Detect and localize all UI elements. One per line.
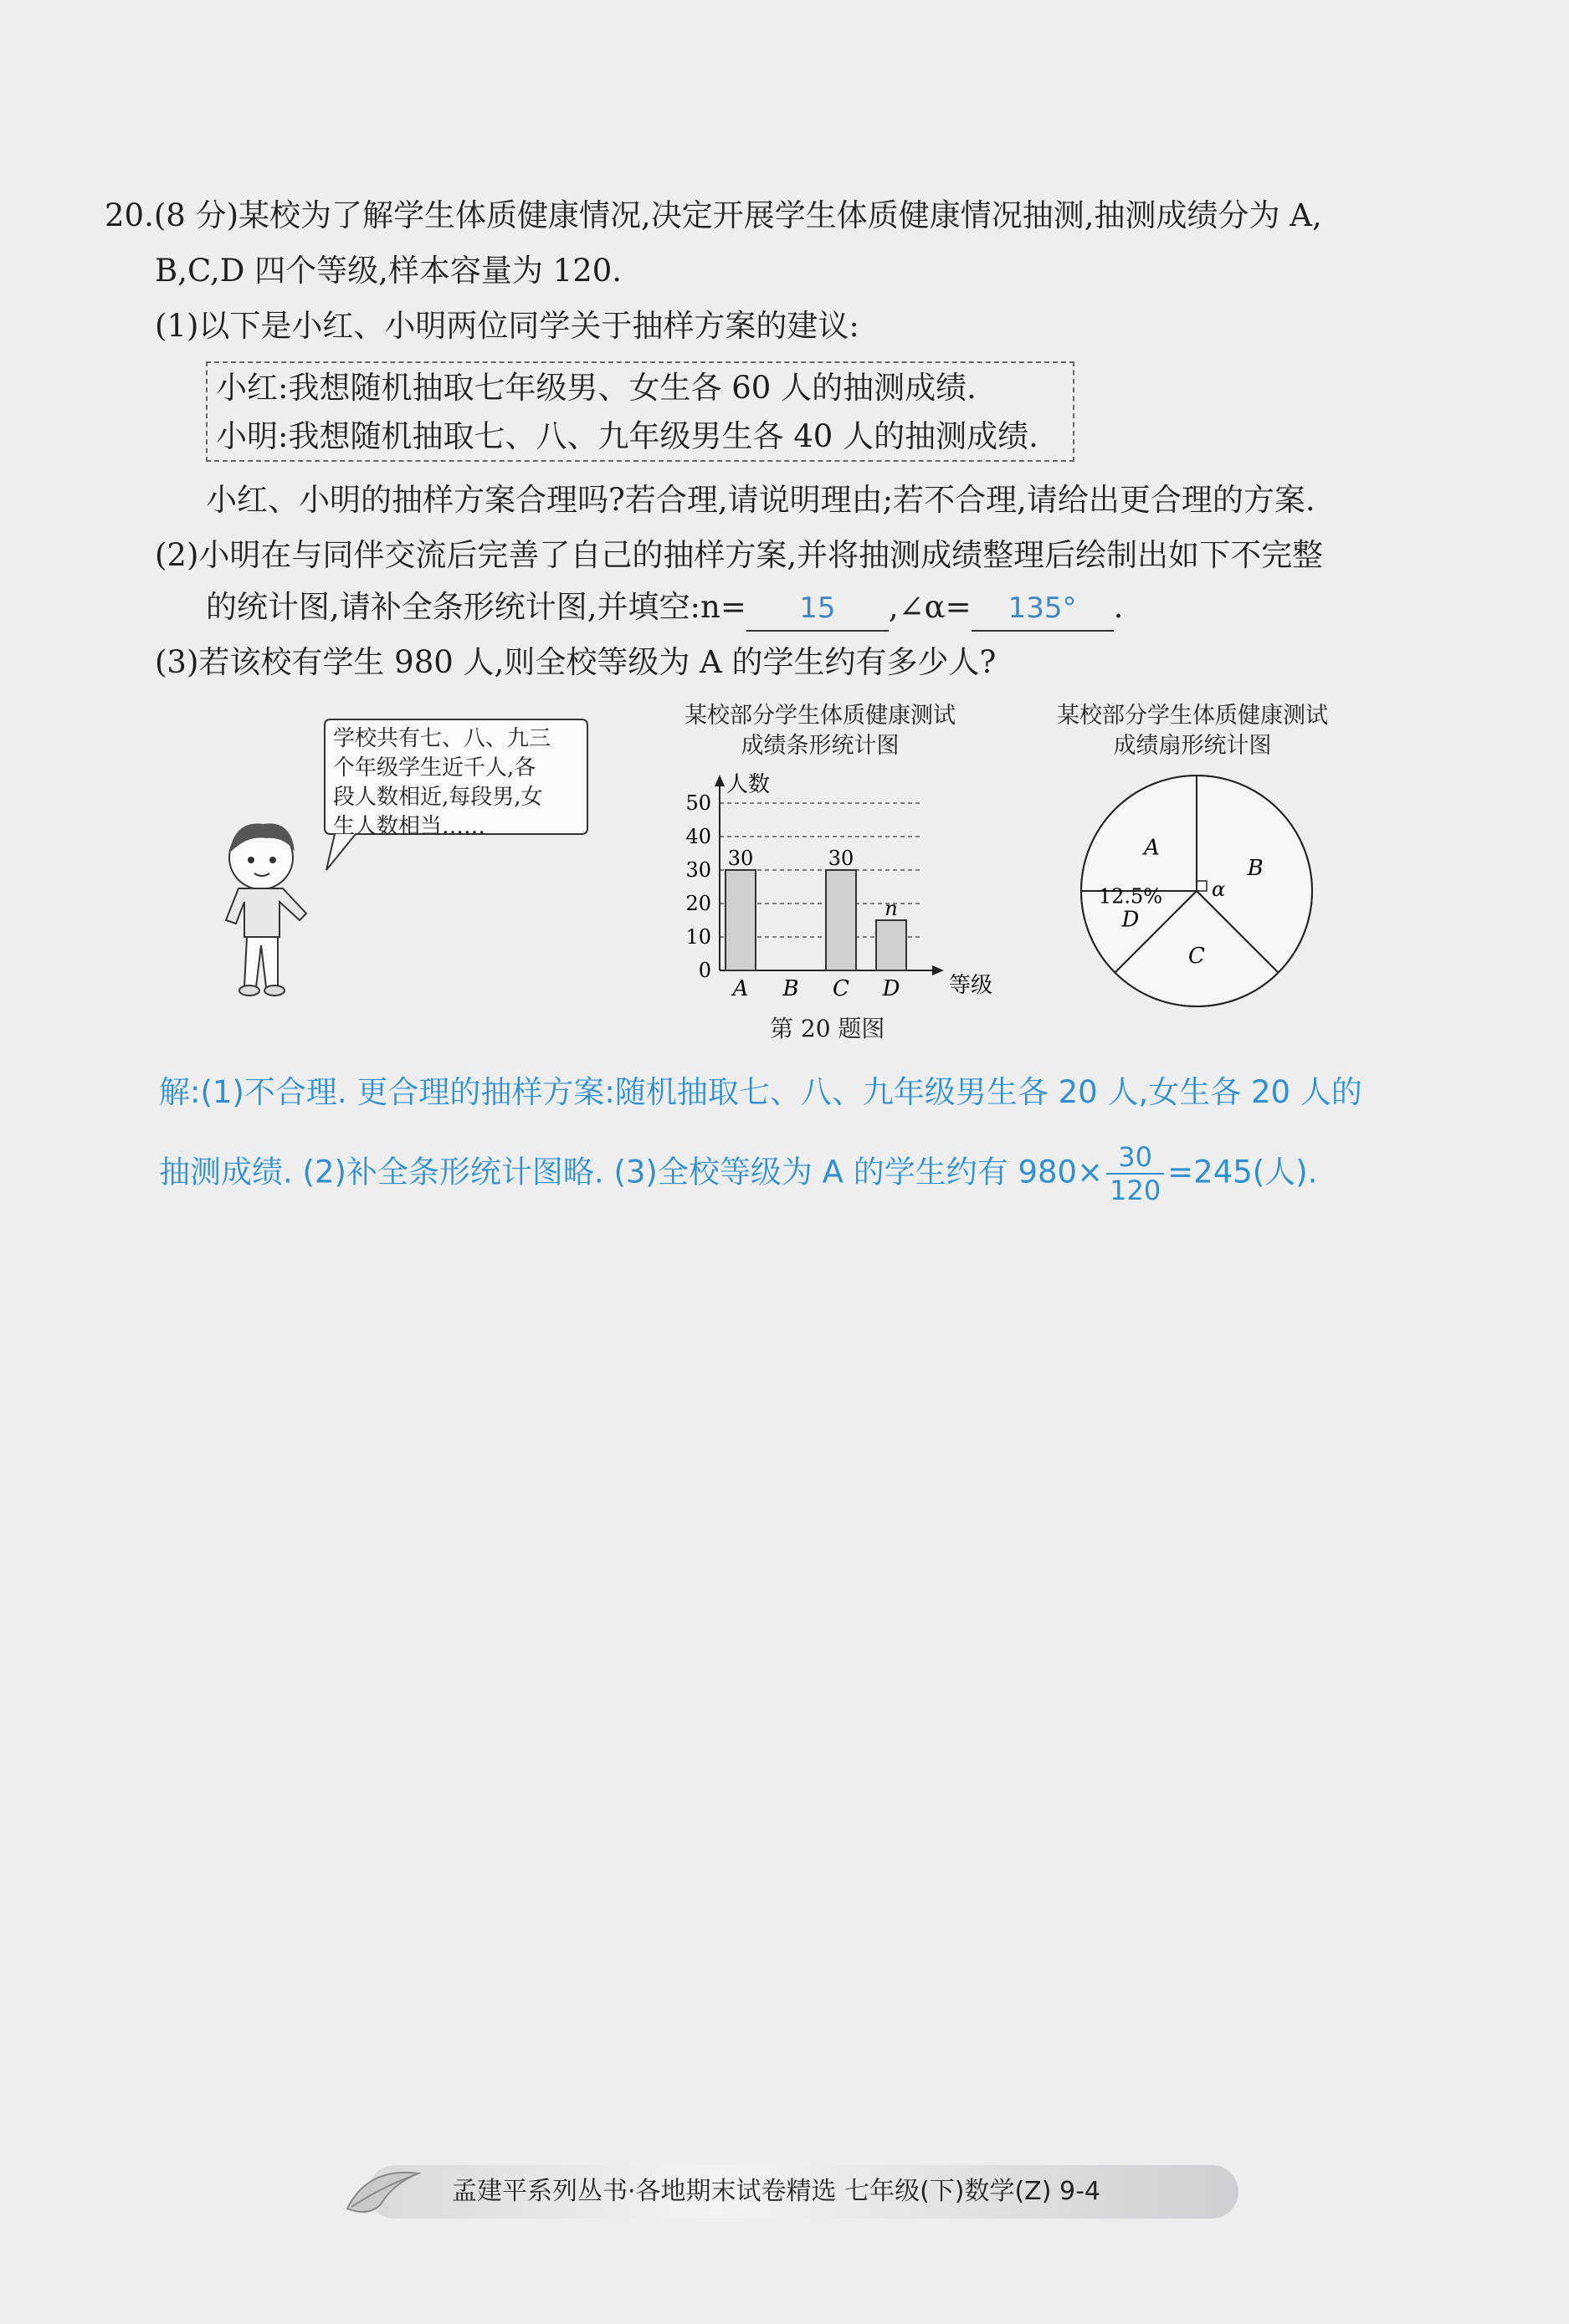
y-axis-arrow: [715, 775, 725, 786]
part-2-text: 的统计图,请补全条形统计图,并填空:n=: [206, 589, 746, 625]
answer-blank-alpha: 135°: [972, 586, 1114, 632]
solution-fraction: [1106, 1141, 1164, 1206]
pie-chart: [1075, 770, 1318, 1012]
pie-chart-title-1: 某校部分学生体质健康测试: [1057, 703, 1328, 729]
x-tick-label: A: [732, 976, 749, 1001]
fraction-denominator: 120: [1110, 1175, 1161, 1206]
question-line-2: B,C,D 四个等级,样本容量为 120.: [155, 253, 623, 289]
bar-chart: [661, 761, 1013, 1012]
xiaoming-suggestion: 小明:我想随机抽取七、八、九年级男生各 40 人的抽测成绩.: [216, 418, 1038, 454]
data-label: n: [884, 897, 898, 920]
solution-line-2: [159, 1141, 1317, 1206]
figure-caption: 第 20 题图: [770, 1015, 885, 1042]
x-tick-label: D: [882, 976, 900, 1001]
x-tick-label: C: [833, 976, 849, 1001]
bar: [876, 920, 906, 970]
boy-icon: [226, 823, 306, 996]
answer-blank-n: 15: [746, 586, 889, 632]
x-tick-label: B: [782, 976, 799, 1001]
pie-slice-label: B: [1247, 855, 1264, 881]
part-2-mid: ,∠α=: [888, 589, 972, 625]
data-label: 30: [828, 847, 854, 870]
footer-text: 孟建平系列丛书·各地期末试卷精选 七年级(下)数学(Z) 9-4: [452, 2177, 1100, 2206]
pie-slice-label: D: [1121, 907, 1140, 933]
bar-chart-title-1: 某校部分学生体质健康测试: [685, 703, 956, 729]
fraction-numerator: 30: [1106, 1141, 1164, 1175]
part-2-line-b: [206, 586, 1123, 632]
y-axis-label: 人数: [726, 772, 771, 797]
y-tick-label: 50: [685, 791, 711, 815]
alpha-label: α: [1212, 878, 1226, 901]
x-axis-arrow: [932, 965, 944, 975]
part-2-line-a: (2)小明在与同伴交流后完善了自己的抽样方案,并将抽测成绩整理后绘制出如下不完整: [155, 537, 1324, 573]
pie-chart-title-2: 成绩扇形统计图: [1113, 733, 1272, 759]
y-tick-label: 0: [698, 959, 711, 982]
x-axis-label: 等级: [949, 973, 993, 998]
solution-text-b: =245(人).: [1167, 1154, 1318, 1190]
xiaohong-suggestion: 小红:我想随机抽取七年级男、女生各 60 人的抽测成绩.: [216, 370, 977, 406]
part-1-question: 小红、小明的抽样方案合理吗?若合理,请说明理由;若不合理,请给出更合理的方案.: [206, 482, 1315, 518]
bar: [726, 870, 756, 970]
bubble-line-2: 个年级学生近千人,各: [333, 755, 536, 781]
pie-percent-label: 12.5%: [1098, 884, 1163, 909]
leaf-logo-icon: [335, 2158, 427, 2225]
y-tick-label: 40: [685, 825, 711, 848]
bubble-line-4: 生人数相当……: [333, 814, 486, 839]
pie-slice-label: C: [1188, 943, 1205, 969]
part-2-end: .: [1113, 589, 1124, 625]
bar: [826, 870, 856, 970]
solution-text-a: 抽测成绩. (2)补全条形统计图略. (3)全校等级为 A 的学生约有 980×: [159, 1154, 1104, 1190]
bubble-line-3: 段人数相近,每段男,女: [333, 785, 543, 810]
solution-line-1: 解:(1)不合理. 更合理的抽样方案:随机抽取七、八、九年级男生各 20 人,女生各 20 人的: [159, 1074, 1362, 1110]
data-label: 30: [727, 847, 754, 870]
y-tick-label: 10: [685, 925, 711, 949]
bar-chart-title-2: 成绩条形统计图: [741, 733, 900, 759]
pie-slice-label: A: [1143, 835, 1160, 861]
y-tick-label: 20: [685, 892, 711, 915]
question-line-1: 20.(8 分)某校为了解学生体质健康情况,决定开展学生体质健康情况抽测,抽测成绩分为 A,: [105, 197, 1322, 233]
bubble-line-1: 学校共有七、八、九三: [333, 726, 551, 751]
part-1-prompt: (1)以下是小红、小明两位同学关于抽样方案的建议:: [155, 308, 859, 344]
part-3-question: (3)若该校有学生 980 人,则全校等级为 A 的学生约有多少人?: [155, 644, 997, 680]
y-tick-label: 30: [685, 858, 711, 882]
